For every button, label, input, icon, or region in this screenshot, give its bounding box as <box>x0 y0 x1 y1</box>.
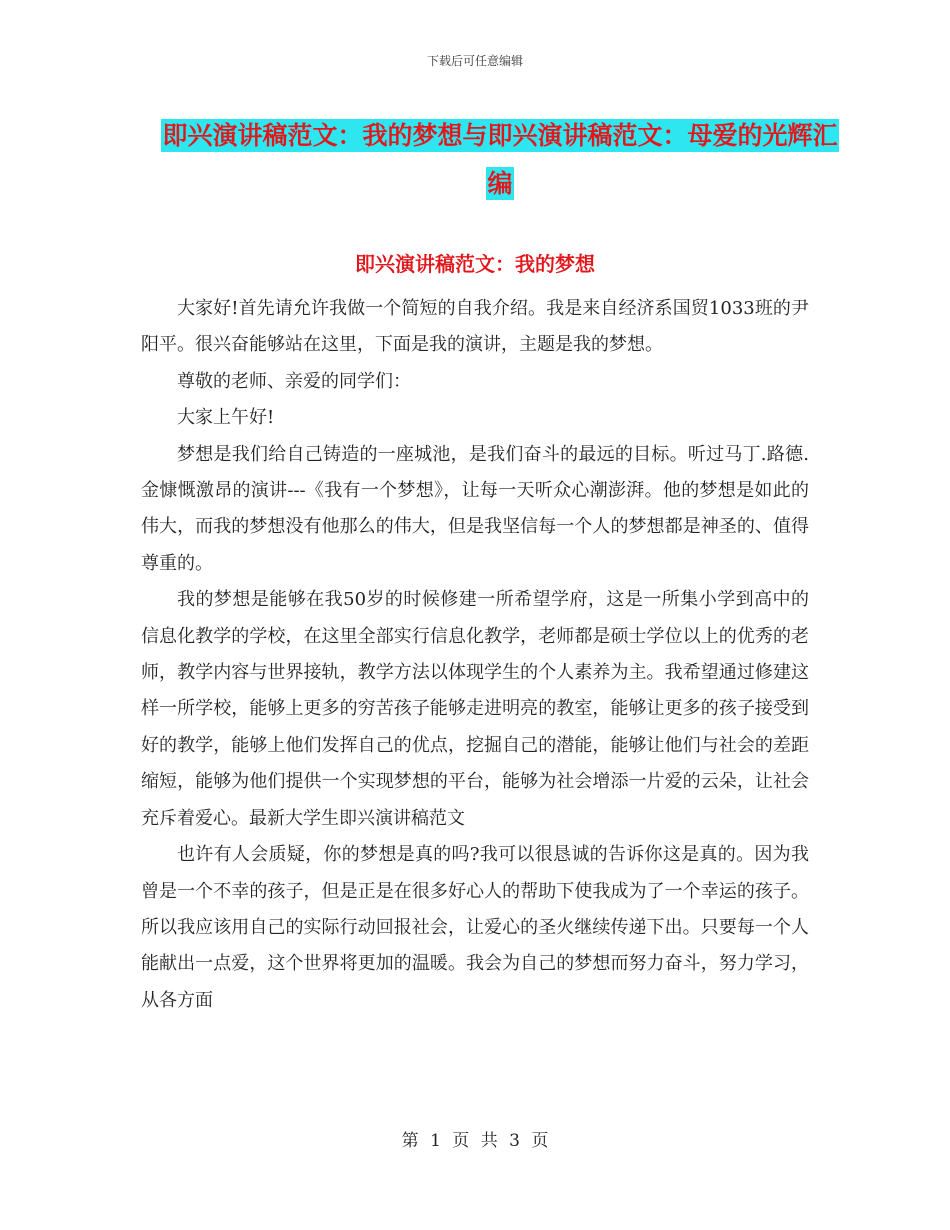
document-title <box>150 112 850 208</box>
page-number-footer: 第 1 页 共 3 页 <box>401 1131 549 1151</box>
section-title: 即兴演讲稿范文：我的梦想 <box>355 252 595 276</box>
page-header-note: 下载后可任意编辑 <box>426 54 523 68</box>
paragraph: 梦想是我们给自己铸造的一座城池，是我们奋斗的最远的目标。听过马丁.路德.金慷慨激昂的演讲---《我有一个梦想》，让每一天听众心潮澎湃。他的梦想是如此的伟大，而我的梦想没有他那么的伟大，但是我坚信每一个人的梦想都是神圣的、值得尊重的。 <box>141 443 809 574</box>
paragraph: 尊敬的老师、亲爱的同学们： <box>177 370 411 392</box>
paragraph: 也许有人会质疑，你的梦想是真的吗?我可以很恳诚的告诉你这是真的。因为我曾是一个不幸的孩子，但是正是在很多好心人的帮助下使我成为了一个幸运的孩子。所以我应该用自己的实际行动回报社会，让爱心的圣火继续传递下出。只要每一个人能献出一点爱，这个世界将更加的温暖。我会为自己的梦想而努力奋斗，努力学习，从各方面 <box>141 844 809 1011</box>
document-body <box>141 291 809 1019</box>
paragraph: 大家上午好! <box>177 407 275 429</box>
paragraph: 我的梦想是能够在我50岁的时候修建一所希望学府，这是一所集小学到高中的信息化教学的学校，在这里全部实行信息化教学，老师都是硕士学位以上的优秀的老师，教学内容与世界接轨，教学方法以体现学生的个人素养为主。我希望通过修建这样一所学校，能够上更多的穷苦孩子能够走进明亮的教室，能够让更多的孩子接受到好的教学，能够上他们发挥自己的优点，挖掘自己的潜能，能够让他们与社会的差距缩短，能够为他们提供一个实现梦想的平台，能够为社会增添一片爱的云朵，让社会充斥着爱心。最新大学生即兴演讲稿范文 <box>141 589 809 829</box>
paragraph: 大家好!首先请允许我做一个简短的自我介绍。我是来自经济系国贸1033班的尹阳平。很兴奋能够站在这里，下面是我的演讲，主题是我的梦想。 <box>141 298 809 356</box>
document-title-text: 即兴演讲稿范文：我的梦想与即兴演讲稿范文：母爱的光辉汇编 <box>162 121 838 198</box>
